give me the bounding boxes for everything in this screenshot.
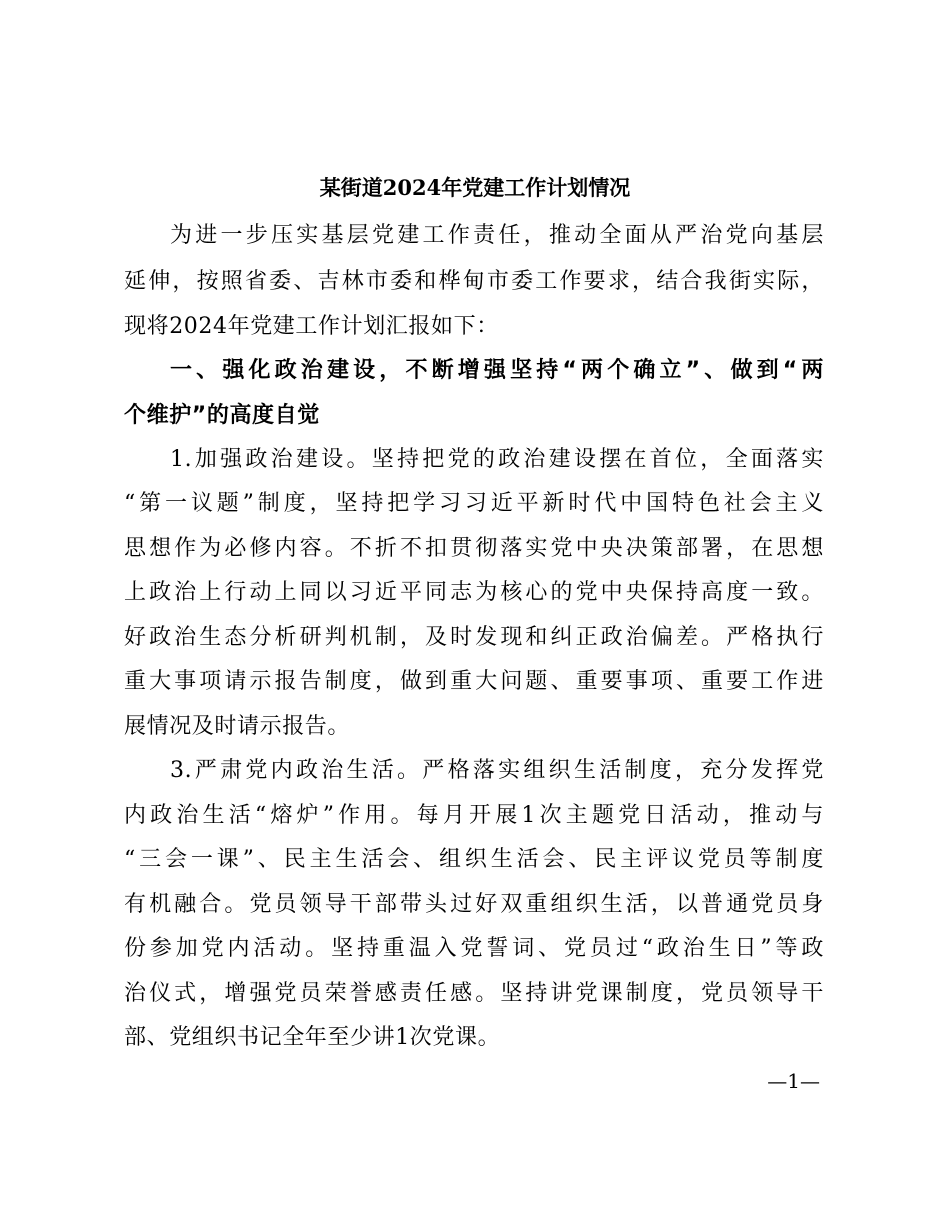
paragraph-line: “第一议题”制度，坚持把学习习近平新时代中国特色社会主义 [124, 491, 824, 516]
section-heading: 个维护”的高度自觉 [124, 403, 320, 428]
paragraph-line: 现将2024年党建工作计划汇报如下： [124, 314, 499, 339]
section-heading: 一、强化政治建设，不断增强坚持“两个确立”、做到“两 [170, 358, 824, 383]
page-number: —1— [767, 1069, 820, 1093]
paragraph-line: 份参加党内活动。坚持重温入党誓词、党员过“政治生日”等政 [124, 936, 824, 961]
paragraph-line: 内政治生活“熔炉”作用。每月开展1次主题党日活动，推动与 [124, 803, 824, 828]
paragraph-line: 有机融合。党员领导干部带头过好双重组织生活，以普通党员身 [124, 892, 824, 917]
paragraph-line: 部、党组织书记全年至少讲1次党课。 [124, 1025, 501, 1050]
paragraph-line: “三会一课”、民主生活会、组织生活会、民主评议党员等制度 [124, 847, 824, 872]
paragraph-line: 好政治生态分析研判机制，及时发现和纠正政治偏差。严格执行 [124, 625, 824, 650]
document-title: 某街道2024年党建工作计划情况 [319, 175, 631, 200]
paragraph-line: 延伸，按照省委、吉林市委和桦甸市委工作要求，结合我街实际， [124, 269, 824, 294]
paragraph-line: 思想作为必修内容。不折不扣贯彻落实党中央决策部署，在思想 [124, 536, 824, 561]
paragraph-line: 治仪式，增强党员荣誉感责任感。坚持讲党课制度，党员领导干 [124, 981, 824, 1006]
paragraph-line: 1.加强政治建设。坚持把党的政治建设摆在首位，全面落实 [170, 447, 824, 472]
paragraph-line: 上政治上行动上同以习近平同志为核心的党中央保持高度一致。 [124, 580, 824, 605]
paragraph-line: 3.严肃党内政治生活。严格落实组织生活制度，充分发挥党 [170, 758, 824, 783]
paragraph-line: 为进一步压实基层党建工作责任，推动全面从严治党向基层 [170, 223, 824, 248]
paragraph-line: 重大事项请示报告制度，做到重大问题、重要事项、重要工作进 [124, 669, 824, 694]
paragraph-line: 展情况及时请示报告。 [124, 714, 351, 739]
